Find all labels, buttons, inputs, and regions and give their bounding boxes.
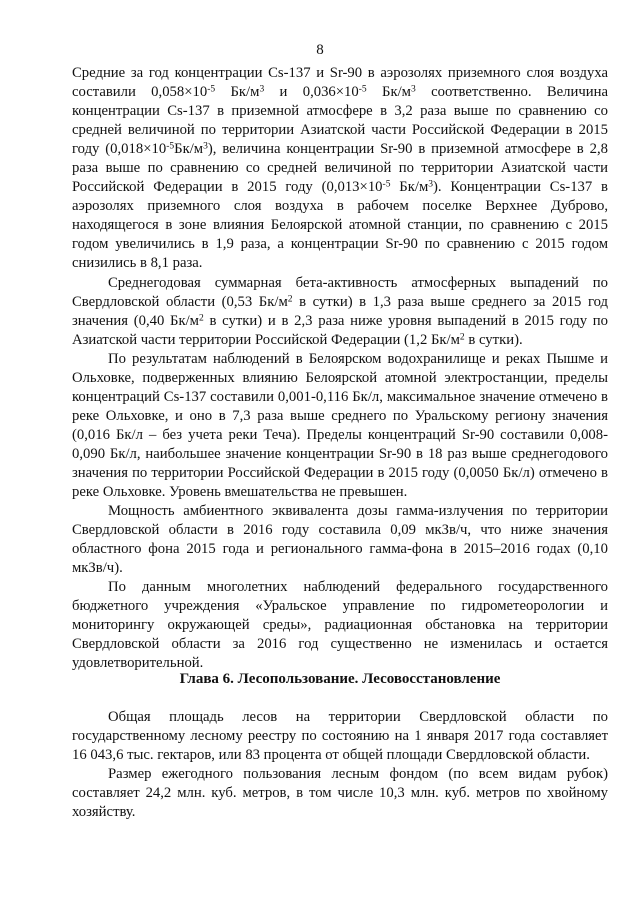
superscript: 2 xyxy=(198,312,204,324)
superscript: -5 xyxy=(382,178,391,190)
chapter-title: Глава 6. Лесопользование. Лесовосстановление xyxy=(179,671,501,687)
forestry-section xyxy=(72,708,608,822)
text-run: ). Концентрации Cs-137 в аэрозолях приземного слоя воздуха в рабочем поселке Верхнее Дуброво, находящегося в зоне влияния Белоярской атомной станции, по сравнению с 2015 годом увеличились в 1,9 раза, а концентрации Sr-90 по сравнению с 2015 годом снизились в 8,1 раза. xyxy=(72,179,608,272)
paragraph xyxy=(72,274,608,350)
paragraph xyxy=(72,502,608,578)
text-run: По данным многолетних наблюдений федерального государственного бюджетного учреждения «Уральское управление по гидрометеорологии и мониторингу окружающей среды», радиационная обстановка на территории Свердловской области за 2016 год существенно не изменилась и остается удовлетворительной. xyxy=(72,579,608,672)
paragraph: Размер ежегодного пользования лесным фондом (по всем видам рубок) составляет 24,2 млн. куб. метров, в том числе 10,3 млн. куб. метров по хвойному хозяйству. xyxy=(72,766,608,821)
superscript: -5 xyxy=(166,140,175,152)
text-run: Бк/м xyxy=(174,141,204,158)
text-run: Мощность амбиентного эквивалента дозы гамма-излучения по территории Свердловской области в 2016 году составила 0,09 мкЗв/ч, что ниже значения областного фона 2015 года и регионального гамма-фона в 2015–2016 годах (0,10 мкЗв/ч). xyxy=(72,503,608,577)
text-run: в сутки) в 1,3 раза выше среднего за 2015 год значения (0,40 Бк/м xyxy=(72,293,609,329)
page-number: 8 xyxy=(316,42,324,58)
text-run: Бк/м xyxy=(390,179,429,196)
text-run: и 0,036×10 xyxy=(264,84,359,101)
paragraph xyxy=(72,350,608,502)
superscript: 3 xyxy=(428,178,434,190)
text-run: Бк/м xyxy=(366,84,411,101)
paragraph: Общая площадь лесов на территории Свердловской области по государственному лесному реестру по состоянию на 1 января 2017 года составляет 16 043,6 тыс. гектаров, или 83 процента от общей площади Свердловской области. xyxy=(72,709,608,764)
radiation-section xyxy=(72,64,608,674)
superscript: 3 xyxy=(410,83,416,95)
text-run: в сутки). xyxy=(464,331,523,348)
text-run: По результатам наблюдений в Белоярском водохранилище и реках Пышме и Ольховке, подверженных влиянию Белоярской атомной электростанции, пределы концентраций Cs-137 составили 0,001-0,116 Бк/л, максимальное значение отмечено в реке Ольховке, и оно в 7,3 раза выше среднего по Уральскому региону значения (0,016 Бк/л – без учета реки Теча). Пределы концентраций Sr-90 составили 0,008-0,090 Бк/л, наибольшее значение концентрации Sr-90 в 18 раз выше среднегодового значения по территории Российской Федерации в 2015 году (0,0050 Бк/л) отмечено в реке Ольховке. Уровень вмешательства не превышен. xyxy=(72,350,608,501)
text-run: Средние за год концентрации Cs-137 и Sr-90 в аэрозолях приземного слоя воздуха составили 0,058×10 xyxy=(72,65,608,101)
superscript: -5 xyxy=(207,83,216,95)
text-run: соответственно. Величина концентрации Cs-137 в приземной атмосфере в 3,2 раза выше по сравнению со средней величиной по территории Азиатской части Российской Федерации в 2015 году (0,018×10 xyxy=(72,84,608,158)
text-run: в сутки) и в 2,3 раза ниже уровня выпадений в 2015 году по Азиатской части территории Российской Федерации (1,2 Бк/м xyxy=(72,312,608,348)
superscript: 2 xyxy=(287,293,293,305)
text-run: ), величина концентрации Sr-90 в приземной атмосфере в 2,8 раза выше по сравнению со средней величиной по территории Азиатской части Российской Федерации в 2015 году (0,013×10 xyxy=(72,141,608,196)
superscript: 2 xyxy=(459,331,465,343)
superscript: 3 xyxy=(259,83,265,95)
text-run: Бк/м xyxy=(215,84,260,101)
superscript: 3 xyxy=(203,140,208,152)
paragraph xyxy=(72,578,608,673)
text-run: Среднегодовая суммарная бета-активность атмосферных выпадений по Свердловской области (0,53 Бк/м xyxy=(72,274,608,310)
superscript: -5 xyxy=(358,83,367,95)
paragraph xyxy=(72,64,608,274)
